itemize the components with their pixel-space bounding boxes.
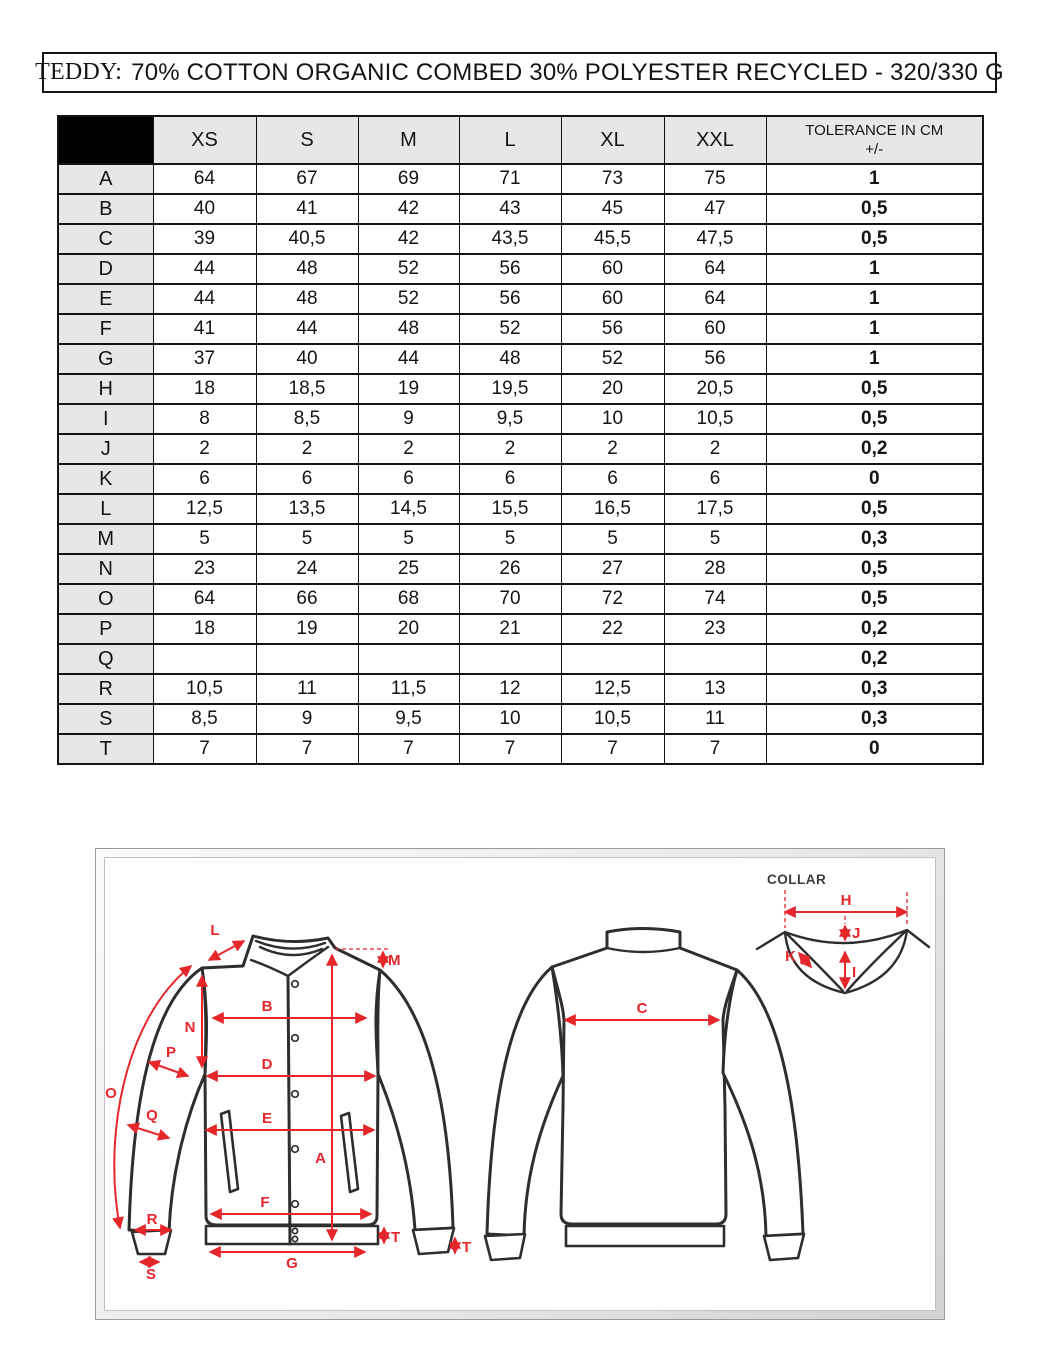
measurement-cell: 9,5 — [358, 704, 459, 734]
measurement-cell — [459, 644, 561, 674]
measurement-cell: 22 — [561, 614, 664, 644]
measurement-cell: 45 — [561, 194, 664, 224]
measurement-cell: 60 — [561, 254, 664, 284]
measure-label-n: N — [184, 1019, 196, 1036]
measure-label-p: P — [165, 1044, 177, 1061]
back-body-outline — [552, 929, 737, 1225]
measure-label-e: E — [261, 1110, 273, 1127]
measurement-cell: 11,5 — [358, 674, 459, 704]
measurement-cell: 41 — [256, 194, 358, 224]
collar-detail-outline — [757, 930, 929, 993]
measurement-cell: 7 — [256, 734, 358, 764]
measure-label-k: K — [785, 948, 796, 965]
measurement-cell: 43 — [459, 194, 561, 224]
measurement-cell: 64 — [664, 284, 766, 314]
measurement-cell: 64 — [153, 584, 256, 614]
tolerance-cell: 1 — [766, 284, 983, 314]
measurement-cell: 56 — [664, 344, 766, 374]
measurement-cell: 19 — [256, 614, 358, 644]
measure-label-g: G — [286, 1255, 298, 1272]
tolerance-cell: 0,5 — [766, 224, 983, 254]
measurement-cell: 11 — [664, 704, 766, 734]
measurement-cell: 47 — [664, 194, 766, 224]
measurement-cell: 40,5 — [256, 224, 358, 254]
collar-detail-view — [757, 872, 929, 993]
table-row — [58, 554, 983, 584]
size-table-body — [58, 164, 983, 764]
measurement-cell: 8,5 — [256, 404, 358, 434]
measurement-cell: 48 — [459, 344, 561, 374]
tolerance-cell: 1 — [766, 254, 983, 284]
measurement-cell: 52 — [358, 254, 459, 284]
tolerance-cell: 0,5 — [766, 584, 983, 614]
front-left-sleeve — [129, 968, 206, 1232]
jacket-front-view — [129, 936, 454, 1254]
tolerance-cell: 0,5 — [766, 404, 983, 434]
measurement-cell: 2 — [561, 434, 664, 464]
tolerance-cell: 0,5 — [766, 554, 983, 584]
measure-label-o: O — [105, 1085, 117, 1102]
measurement-cell: 66 — [256, 584, 358, 614]
row-measure-label: J — [58, 434, 153, 464]
measure-label-d: D — [261, 1056, 273, 1073]
measurement-cell: 2 — [153, 434, 256, 464]
measurement-cell: 48 — [358, 314, 459, 344]
back-right-cuff — [764, 1234, 804, 1260]
tolerance-cell: 0,2 — [766, 434, 983, 464]
measurement-cell: 44 — [256, 314, 358, 344]
measurement-cell: 27 — [561, 554, 664, 584]
measurement-cell: 7 — [561, 734, 664, 764]
size-header-xl: XL — [561, 116, 664, 164]
measurement-cell: 10,5 — [561, 704, 664, 734]
row-measure-label: K — [58, 464, 153, 494]
row-measure-label: T — [58, 734, 153, 764]
table-row — [58, 254, 983, 284]
product-composition: 70% COTTON ORGANIC COMBED 30% POLYESTER RECYCLED - 320/330 G — [131, 58, 1004, 86]
size-header-l: L — [459, 116, 561, 164]
tolerance-cell: 0,3 — [766, 704, 983, 734]
table-corner-cell — [58, 116, 153, 164]
table-row — [58, 374, 983, 404]
size-header-s: S — [256, 116, 358, 164]
measure-label-r: R — [146, 1211, 158, 1228]
tolerance-header — [766, 116, 983, 164]
row-measure-label: N — [58, 554, 153, 584]
table-row — [58, 164, 983, 194]
measurement-cell: 52 — [561, 344, 664, 374]
measurement-cell: 7 — [459, 734, 561, 764]
measurement-cell: 68 — [358, 584, 459, 614]
measurement-cell: 7 — [664, 734, 766, 764]
measurement-cell: 48 — [256, 284, 358, 314]
measurement-cell: 24 — [256, 554, 358, 584]
measurement-cell: 41 — [153, 314, 256, 344]
measurement-cell: 74 — [664, 584, 766, 614]
measurement-cell: 18 — [153, 374, 256, 404]
measurement-cell: 6 — [153, 464, 256, 494]
table-row — [58, 494, 983, 524]
measure-label-j: J — [852, 925, 861, 942]
size-chart-table — [57, 115, 984, 765]
tolerance-cell: 1 — [766, 314, 983, 344]
measurement-cell: 23 — [664, 614, 766, 644]
tolerance-header-line2: +/- — [865, 141, 884, 158]
measurement-cell: 12,5 — [561, 674, 664, 704]
measurement-cell: 20,5 — [664, 374, 766, 404]
measurement-cell: 67 — [256, 164, 358, 194]
size-header-xxl: XXL — [664, 116, 766, 164]
measurement-cell: 43,5 — [459, 224, 561, 254]
measurement-cell: 28 — [664, 554, 766, 584]
size-header-xs: XS — [153, 116, 256, 164]
measurement-cell: 5 — [561, 524, 664, 554]
measurement-cell: 37 — [153, 344, 256, 374]
garment-measurement-diagram — [95, 848, 945, 1320]
measurement-cell: 6 — [664, 464, 766, 494]
table-row — [58, 224, 983, 254]
measurement-cell — [561, 644, 664, 674]
measurement-cell: 10,5 — [153, 674, 256, 704]
measurement-cell: 20 — [561, 374, 664, 404]
measurement-cell: 23 — [153, 554, 256, 584]
measurement-cell: 9 — [358, 404, 459, 434]
measurement-cell: 21 — [459, 614, 561, 644]
measurement-cell: 12 — [459, 674, 561, 704]
measurement-cell: 2 — [256, 434, 358, 464]
measure-label-h: H — [840, 892, 852, 909]
measurement-cell: 9,5 — [459, 404, 561, 434]
product-name: TEDDY: — [35, 59, 123, 85]
measure-label-b: B — [261, 998, 273, 1015]
measurement-cell: 13,5 — [256, 494, 358, 524]
measurement-cell: 7 — [153, 734, 256, 764]
product-title-bar — [35, 52, 1004, 93]
measurement-cell: 16,5 — [561, 494, 664, 524]
front-placket-line — [288, 976, 290, 1244]
measure-label-l: L — [210, 922, 220, 939]
measurement-cell: 44 — [358, 344, 459, 374]
table-row — [58, 524, 983, 554]
size-header-m: M — [358, 116, 459, 164]
measure-label-t: T — [391, 1229, 401, 1246]
tolerance-cell: 0,2 — [766, 614, 983, 644]
measurement-cell: 6 — [358, 464, 459, 494]
measurement-cell: 56 — [459, 254, 561, 284]
tolerance-cell: 1 — [766, 164, 983, 194]
table-row — [58, 734, 983, 764]
measurement-cell — [256, 644, 358, 674]
table-row — [58, 644, 983, 674]
measurement-cell: 40 — [153, 194, 256, 224]
measurement-cell: 9 — [256, 704, 358, 734]
measurement-cell — [358, 644, 459, 674]
measurement-cell: 10 — [459, 704, 561, 734]
table-row — [58, 584, 983, 614]
measurement-cell: 19,5 — [459, 374, 561, 404]
measurement-cell — [153, 644, 256, 674]
measurement-cell: 75 — [664, 164, 766, 194]
measurement-cell: 17,5 — [664, 494, 766, 524]
table-row — [58, 194, 983, 224]
measurement-cell: 2 — [664, 434, 766, 464]
row-measure-label: A — [58, 164, 153, 194]
table-row — [58, 314, 983, 344]
back-left-sleeve — [487, 967, 563, 1236]
row-measure-label: B — [58, 194, 153, 224]
measurement-cell: 64 — [153, 164, 256, 194]
row-measure-label: S — [58, 704, 153, 734]
measure-label-t-cuff: T — [462, 1239, 472, 1256]
measurement-cell: 11 — [256, 674, 358, 704]
row-measure-label: R — [58, 674, 153, 704]
row-measure-label: C — [58, 224, 153, 254]
measurement-cell: 48 — [256, 254, 358, 284]
front-waistband — [206, 1226, 378, 1244]
measurement-cell: 18 — [153, 614, 256, 644]
measurement-cell: 72 — [561, 584, 664, 614]
back-left-cuff — [485, 1234, 525, 1260]
measure-label-f: F — [260, 1194, 270, 1211]
measurement-cell: 25 — [358, 554, 459, 584]
measurement-cell: 5 — [664, 524, 766, 554]
measure-label-c: C — [636, 1000, 648, 1017]
measurement-cell: 6 — [561, 464, 664, 494]
row-measure-label: D — [58, 254, 153, 284]
table-row — [58, 614, 983, 644]
measure-label-m: M — [388, 952, 401, 969]
measurement-cell: 60 — [561, 284, 664, 314]
measurement-cell: 10 — [561, 404, 664, 434]
measurement-cell: 70 — [459, 584, 561, 614]
back-waistband — [566, 1226, 724, 1246]
measure-label-s: S — [145, 1266, 157, 1283]
tolerance-cell: 0,3 — [766, 674, 983, 704]
tolerance-cell: 0,2 — [766, 644, 983, 674]
measurement-cell: 60 — [664, 314, 766, 344]
row-measure-label: M — [58, 524, 153, 554]
measure-arrow-l — [209, 941, 244, 960]
measurement-cell: 40 — [256, 344, 358, 374]
measurement-cell: 19 — [358, 374, 459, 404]
collar-detail-title: COLLAR — [767, 872, 827, 887]
measurement-cell: 69 — [358, 164, 459, 194]
row-measure-label: H — [58, 374, 153, 404]
measurement-cell: 7 — [358, 734, 459, 764]
measure-label-q: Q — [146, 1107, 158, 1124]
measurement-cell: 5 — [153, 524, 256, 554]
tolerance-cell: 1 — [766, 344, 983, 374]
measurement-cell: 44 — [153, 254, 256, 284]
row-measure-label: E — [58, 284, 153, 314]
measurement-cell: 42 — [358, 224, 459, 254]
table-row — [58, 674, 983, 704]
measurement-cell: 6 — [256, 464, 358, 494]
measurement-cell: 5 — [358, 524, 459, 554]
measurement-cell: 8 — [153, 404, 256, 434]
table-row — [58, 434, 983, 464]
row-measure-label: G — [58, 344, 153, 374]
measurement-cell: 5 — [459, 524, 561, 554]
measurement-cell: 6 — [459, 464, 561, 494]
row-measure-label: F — [58, 314, 153, 344]
measurement-cell: 13 — [664, 674, 766, 704]
measurement-cell: 71 — [459, 164, 561, 194]
tolerance-cell: 0 — [766, 734, 983, 764]
measurement-cell: 45,5 — [561, 224, 664, 254]
row-measure-label: L — [58, 494, 153, 524]
table-row — [58, 344, 983, 374]
measurement-cell: 14,5 — [358, 494, 459, 524]
table-row — [58, 284, 983, 314]
measurement-cell: 12,5 — [153, 494, 256, 524]
measurement-cell: 20 — [358, 614, 459, 644]
table-row — [58, 464, 983, 494]
tolerance-cell: 0,5 — [766, 494, 983, 524]
measurement-cell: 52 — [459, 314, 561, 344]
measurement-cell: 52 — [358, 284, 459, 314]
tolerance-cell: 0,5 — [766, 194, 983, 224]
back-right-sleeve — [723, 970, 803, 1236]
measurement-cell: 42 — [358, 194, 459, 224]
measurement-cell: 15,5 — [459, 494, 561, 524]
table-row — [58, 704, 983, 734]
tolerance-header-line1: TOLERANCE IN CM — [805, 121, 944, 139]
tolerance-cell: 0,5 — [766, 374, 983, 404]
table-row — [58, 404, 983, 434]
measurement-cell: 47,5 — [664, 224, 766, 254]
measurement-cell: 39 — [153, 224, 256, 254]
jacket-back-view — [485, 929, 804, 1261]
tolerance-cell: 0,3 — [766, 524, 983, 554]
measurement-cell — [664, 644, 766, 674]
row-measure-label: Q — [58, 644, 153, 674]
measurement-cell: 56 — [561, 314, 664, 344]
measurement-cell: 73 — [561, 164, 664, 194]
row-measure-label: P — [58, 614, 153, 644]
row-measure-label: I — [58, 404, 153, 434]
measurement-cell: 44 — [153, 284, 256, 314]
measurement-cell: 5 — [256, 524, 358, 554]
measurement-cell: 8,5 — [153, 704, 256, 734]
measurement-cell: 2 — [358, 434, 459, 464]
measure-label-a: A — [315, 1150, 326, 1167]
front-right-sleeve — [378, 970, 453, 1230]
measurement-cell: 10,5 — [664, 404, 766, 434]
row-measure-label: O — [58, 584, 153, 614]
measure-label-i: I — [852, 964, 857, 981]
measurement-cell: 2 — [459, 434, 561, 464]
measurement-cell: 64 — [664, 254, 766, 284]
front-right-cuff — [413, 1228, 454, 1254]
tolerance-cell: 0 — [766, 464, 983, 494]
measurement-cell: 18,5 — [256, 374, 358, 404]
front-left-cuff — [132, 1230, 171, 1254]
table-header-row — [58, 116, 983, 164]
measurement-cell: 56 — [459, 284, 561, 314]
measurement-cell: 26 — [459, 554, 561, 584]
